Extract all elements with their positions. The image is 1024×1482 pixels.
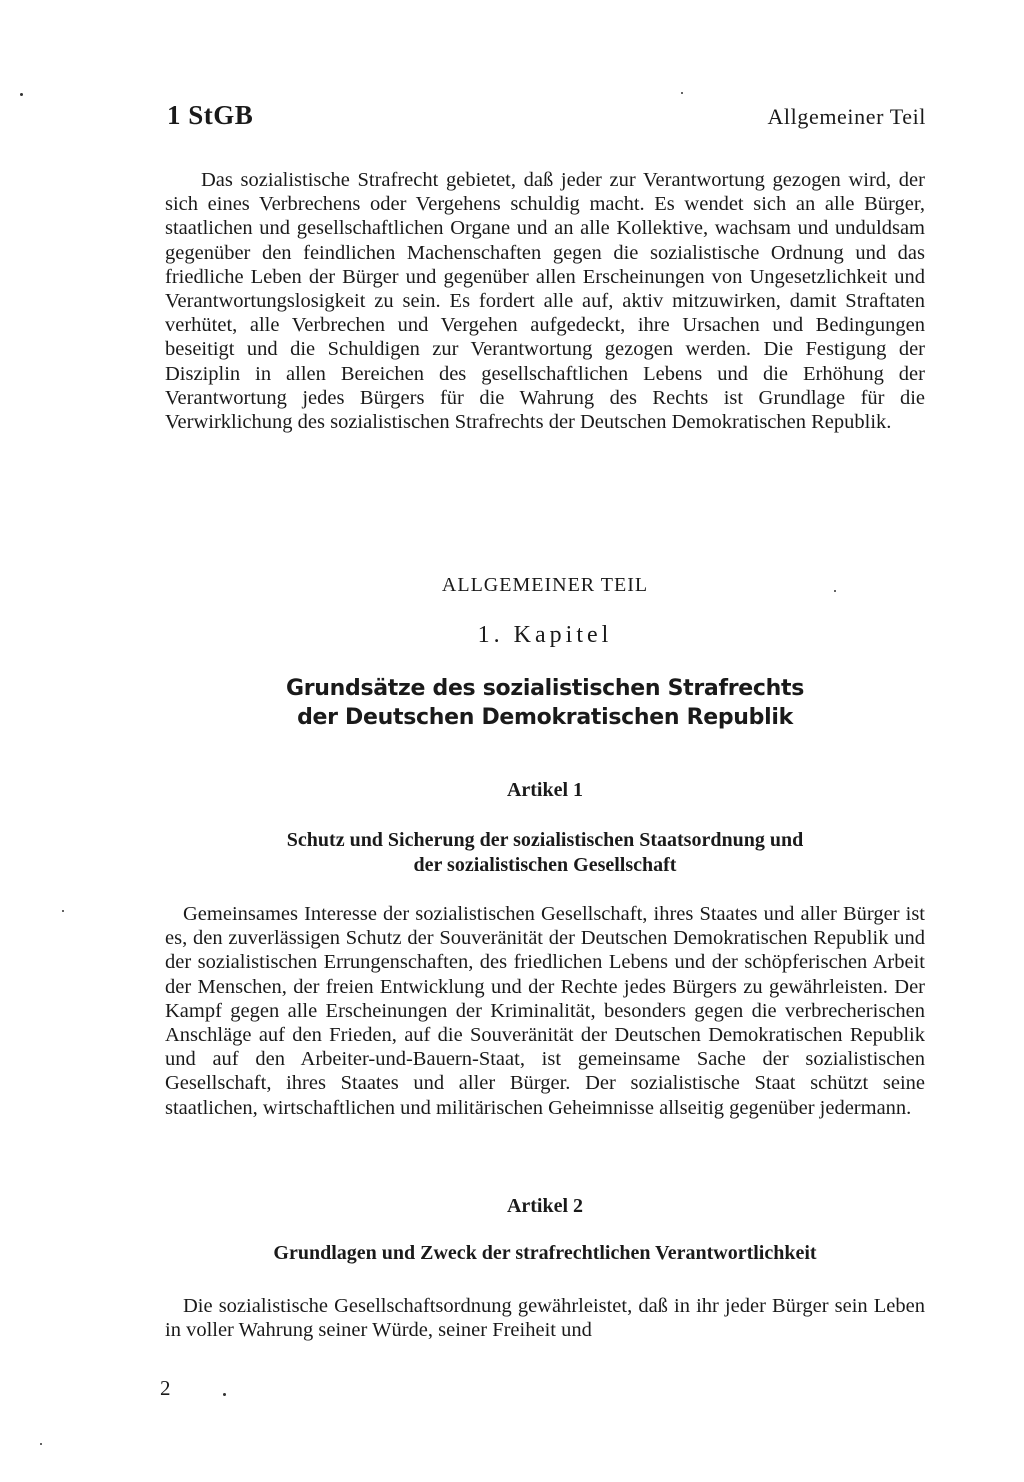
scan-speck [40,1443,42,1445]
article-2-paragraph: Die sozialistische Gesellschaftsordnung gewährleistet, daß in ihr jeder Bürger sein Leben in voller Wahrung seiner Würde, seiner Freiheit und [165,1295,925,1342]
article-1-title [165,828,925,878]
chapter-heading-line-1: Grundsätze des sozialistischen Strafrechts [285,676,805,701]
scan-speck [62,910,64,912]
article-1-title-line-2: der sozialistischen Gesellschaft [413,854,677,876]
part-title: ALLGEMEINER TEIL [441,574,649,596]
article-1-title-line-1: Schutz und Sicherung der sozialistischen Staatsordnung und [286,829,804,851]
intro-paragraph-block [165,168,925,434]
running-header-part: Allgemeiner Teil [767,104,926,129]
article-1-paragraph: Gemeinsames Interesse der sozialistischen Gesellschaft, ihres Staates und aller Bürger ist es, den zuverlässigen Schutz der Souveränität der Deutschen Demokratischen Republik und der sozialistischen Errungenschaften, des friedlichen Lebens und der schöpferischen Arbeit der Menschen, der freien Entwicklung und der Rechte jedes Bürgers zu gewährleisten. Der Kampf gegen alle Erscheinungen der Kriminalität, besonders gegen die verbrecherischen Anschläge auf den Frieden, auf die Souveränität der Deutschen Demokratischen Republik und auf den Arbeiter-und-Bauern-Staat, ist gemeinsame Sache der sozialistischen Gesellschaft, ihres Staates und aller Bürger. Der sozialistische Staat schützt seine staatlichen, wirtschaftlichen und militärischen Geheimnisse allseitig gegenüber jedermann. [165,903,925,1119]
article-1-body [165,902,925,1120]
running-header-section: 1 StGB [167,100,254,130]
scan-speck [681,92,683,94]
article-1-label: Artikel 1 [506,779,584,801]
chapter-heading-line-2: der Deutschen Demokratischen Republik [297,705,793,730]
article-2-title [165,1241,925,1266]
chapter-number: 1. Kapitel [477,622,613,648]
chapter-heading [165,674,925,732]
article-2-title-line-1: Grundlagen und Zweck der strafrechtlichen Verantwortlichkeit [273,1242,817,1264]
scan-speck [20,93,23,96]
scan-speck [223,1393,226,1396]
article-2-label: Artikel 2 [506,1195,584,1217]
article-2-body [165,1294,925,1342]
page-number: 2 [160,1376,171,1400]
intro-paragraph: Das sozialistische Strafrecht gebietet, daß jeder zur Verantwortung gezogen wird, der sich eines Verbrechens oder Vergehens schuldig macht. Es wendet sich an alle Bürger, staatlichen und gesellschaftlichen Organe und an alle Kollektive, wachsam und unduldsam gegenüber den feindlichen Machenschaften gegen die sozialistische Ordnung und das friedliche Leben der Bürger und gegenüber allen Erscheinungen von Ungesetzlichkeit und Verantwortungslosigkeit zu sein. Es fordert alle auf, aktiv mitzuwirken, damit Straftaten verhütet, alle Verbrechen und Vergehen aufgedeckt, ihre Ursachen und Bedingungen beseitigt und die Schuldigen zur Verantwortung gezogen werden. Die Festigung der Disziplin in allen Bereichen des gesellschaftlichen Lebens und die Erhöhung der Verantwortung jedes Bürgers für die Wahrung des Rechts ist Grundlage für die Verwirklichung des sozialistischen Strafrechts der Deutschen Demokratischen Republik. [165,169,925,434]
scan-speck [834,590,836,592]
